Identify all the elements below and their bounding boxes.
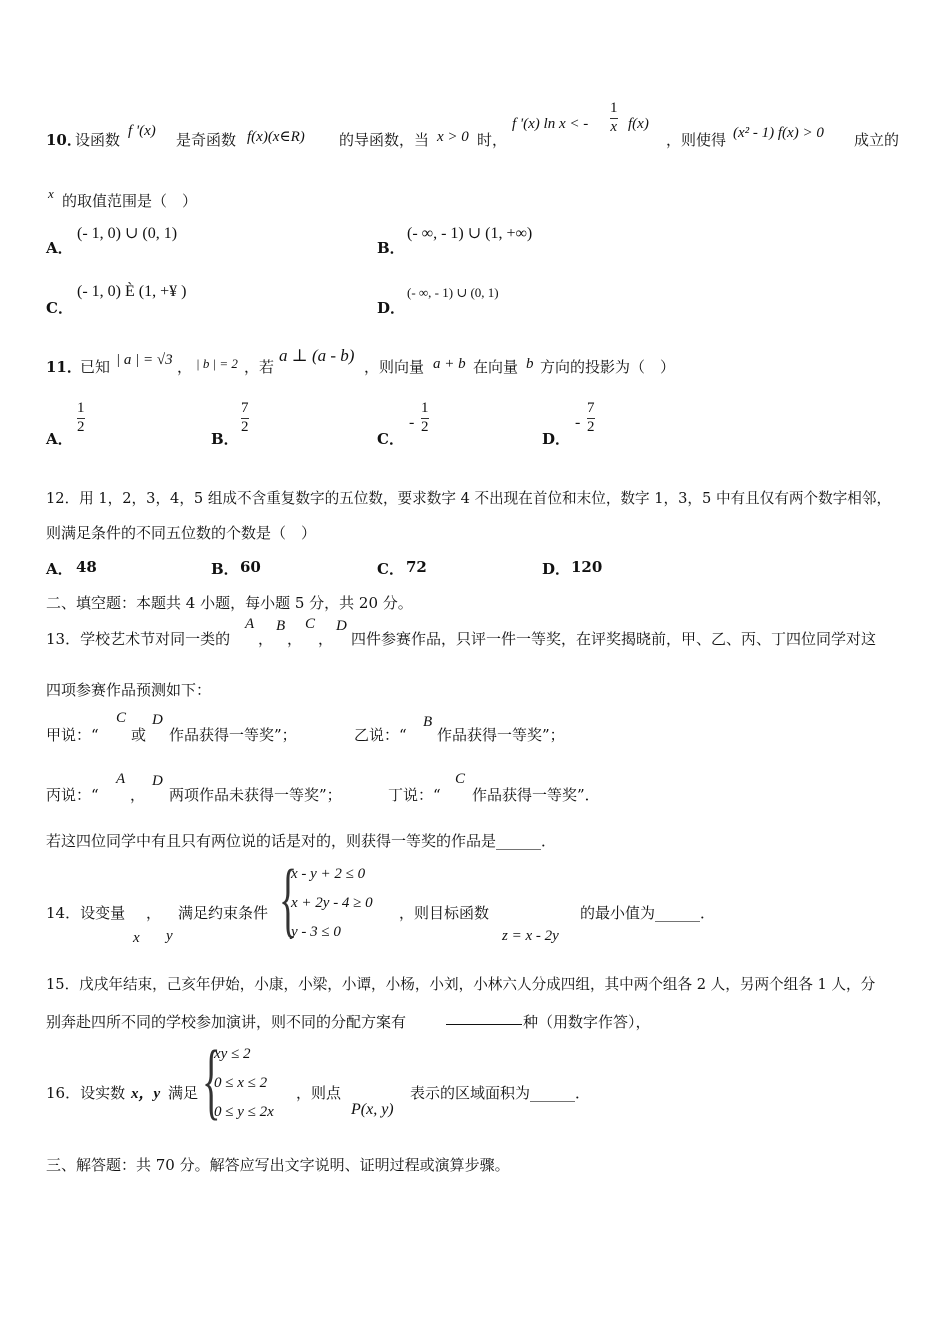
q13-jia-end: 作品获得一等奖”； xyxy=(169,726,297,744)
q13-ding-end: 作品获得一等奖”． xyxy=(472,786,600,804)
q11-option-b-label: B． xyxy=(211,430,239,448)
q10-inequality-right: f(x) xyxy=(628,116,649,132)
q13-jia-var-c: C xyxy=(116,710,127,726)
q10-formula-fx: f(x)(x∈R) xyxy=(247,129,305,145)
q10-option-c-label: C． xyxy=(46,299,73,317)
q16-text-4: 表示的区域面积为______． xyxy=(410,1084,591,1102)
q13-text-1: 13．学校艺术节对同一类的 xyxy=(46,630,231,648)
q14-text-2: 满足约束条件 xyxy=(178,904,269,922)
fraction-numerator: 1 xyxy=(610,100,618,116)
q11-option-c-sign: - xyxy=(409,414,415,431)
q13-bing-var-a: A xyxy=(116,771,126,787)
q10-variable-x: x xyxy=(48,186,54,201)
q11-number: 11． xyxy=(46,358,82,376)
q10-option-b-label: B． xyxy=(377,239,405,257)
q10-inequality-fraction xyxy=(610,101,618,136)
q10-text-7: 的取值范围是（ ） xyxy=(62,192,198,210)
q12-line-2: 则满足条件的不同五位数的个数是（ ） xyxy=(46,524,317,542)
q10-formula-fprime: f '(x) xyxy=(128,123,156,139)
fraction-numerator: 7 xyxy=(587,400,595,416)
q10-text-2: 是奇函数 xyxy=(176,131,237,149)
q13-bing-start: 丙说：“ xyxy=(46,786,99,804)
q10-text-6: 成立的 xyxy=(854,131,900,149)
q10-option-a-text: (- 1, 0) ∪ (0, 1) xyxy=(77,225,178,242)
q13-ding-start: 丁说：“ xyxy=(388,786,441,804)
q16-text-2: 满足 xyxy=(168,1084,199,1102)
q10-option-b-text: (- ∞, - 1) ∪ (1, +∞) xyxy=(407,225,533,242)
q10-text-1: 设函数 xyxy=(75,131,121,149)
section-3-heading: 三、解答题：共 70 分。解答应写出文字说明、证明过程或演算步骤。 xyxy=(46,1156,510,1174)
q11-option-a-fraction xyxy=(77,401,85,436)
q16-system-brace: { xyxy=(202,1032,221,1128)
q11-text-5: 方向的投影为（ ） xyxy=(540,358,676,376)
q14-objective: z = x - 2y xyxy=(502,928,559,944)
q14-text-1: 14．设变量 xyxy=(46,904,126,922)
q10-text-3: 的导函数，当 xyxy=(339,131,430,149)
q10-option-c-text: (- 1, 0) È (1, +¥ ) xyxy=(77,283,187,300)
q11-option-c-label: C． xyxy=(377,430,404,448)
q16-point: P(x, y) xyxy=(351,1101,394,1118)
q12-option-d-text: 120 xyxy=(571,558,603,576)
q16-text-1: 16．设实数 xyxy=(46,1084,126,1102)
q11-option-d-label: D． xyxy=(542,430,571,448)
q15-answer-blank xyxy=(446,1012,522,1025)
fraction-denominator: 2 xyxy=(77,418,85,435)
q13-comma-2: ， xyxy=(287,630,303,648)
q11-option-d-fraction xyxy=(587,401,595,436)
q10-formula-condition: x > 0 xyxy=(437,129,469,145)
q13-ding-var-c: C xyxy=(455,771,466,787)
q13-last-line: 若这四位同学中有且只有两位说的话是对的，则获得一等奖的作品是______． xyxy=(46,832,557,850)
section-2-heading: 二、填空题：本题共 4 小题，每小题 5 分，共 20 分。 xyxy=(46,594,413,612)
q10-text-4: 时， xyxy=(477,131,508,149)
q13-line-2: 四项参赛作品预测如下： xyxy=(46,681,212,699)
q13-jia-var-d: D xyxy=(152,712,163,728)
fraction-denominator: 2 xyxy=(421,418,429,435)
q10-option-d-text: (- ∞, - 1) ∪ (0, 1) xyxy=(407,285,499,300)
q13-yi-start: 乙说：“ xyxy=(354,726,407,744)
q13-var-b: B xyxy=(276,618,286,634)
fraction-denominator: x xyxy=(610,118,618,135)
q15-line-2a: 别奔赴四所不同的学校参加演讲，则不同的分配方案有 xyxy=(46,1013,407,1031)
q14-text-4: 的最小值为______． xyxy=(580,904,716,922)
q12-option-b-label: B． xyxy=(211,560,239,578)
fraction-denominator: 2 xyxy=(241,418,249,435)
q12-option-b-text: 60 xyxy=(240,558,261,576)
q11-option-c-fraction xyxy=(421,401,429,436)
q10-option-d-label: D． xyxy=(377,299,406,317)
q11-separator: ， xyxy=(177,358,193,376)
q13-bing-end: 两项作品未获得一等奖”； xyxy=(169,786,342,804)
q10-number: 10． xyxy=(46,131,82,149)
q11-formula-perp: a ⊥ (a - b) xyxy=(279,346,355,365)
q14-constraint-2: x + 2y - 4 ≥ 0 xyxy=(291,895,373,911)
q10-text-5: ，则使得 xyxy=(666,131,727,149)
q16-constraint-2: 0 ≤ x ≤ 2 xyxy=(214,1075,268,1091)
q15-line-2b: 种（用数字作答）， xyxy=(523,1013,651,1031)
q14-comma: ， xyxy=(146,904,162,922)
q13-comma-1: ， xyxy=(258,630,274,648)
q13-bing-comma: ， xyxy=(130,786,146,804)
fraction-denominator: 2 xyxy=(587,418,595,435)
q16-constraint-3: 0 ≤ y ≤ 2x xyxy=(214,1104,274,1120)
q13-yi-var-b: B xyxy=(423,714,433,730)
q13-jia-or: 或 xyxy=(131,726,147,744)
q14-var-x: x xyxy=(133,930,140,946)
q13-var-c: C xyxy=(305,616,316,632)
q12-option-a-label: A． xyxy=(46,560,73,578)
q15-line-1: 15．戊戌年结束，己亥年伊始，小康，小梁，小谭，小杨，小刘，小林六人分成四组，其中两个组各 2 人，另两个组各 1 人，分 xyxy=(46,976,876,993)
fraction-numerator: 7 xyxy=(241,400,249,416)
q11-formula-b-abs: | b | = 2 xyxy=(196,356,238,371)
q13-yi-end: 作品获得一等奖”； xyxy=(437,726,565,744)
fraction-numerator: 1 xyxy=(77,400,85,416)
q11-formula-sum: a + b xyxy=(433,356,466,372)
q11-formula-a-abs: | a | = √3 xyxy=(116,352,173,368)
q11-text-2: ，若 xyxy=(244,358,275,376)
q11-option-b-fraction xyxy=(241,401,249,436)
q11-option-d-sign: - xyxy=(575,414,581,431)
q16-constraint-1: xy ≤ 2 xyxy=(214,1046,251,1062)
q12-line-1: 12．用 1，2，3，4，5 组成不含重复数字的五位数，要求数字 4 不出现在首位和末位，数字 1，3，5 中有且仅有两个数字相邻， xyxy=(46,490,892,507)
q10-formula-product: (x² - 1) f(x) > 0 xyxy=(733,125,824,141)
q14-text-3: ，则目标函数 xyxy=(399,904,490,922)
q13-comma-3: ， xyxy=(318,630,334,648)
q11-text-3: ，则向量 xyxy=(364,358,425,376)
q14-constraint-3: y - 3 ≤ 0 xyxy=(291,924,341,940)
q13-var-a: A xyxy=(245,616,255,632)
q13-var-d: D xyxy=(336,618,347,634)
q14-constraint-1: x - y + 2 ≤ 0 xyxy=(291,866,366,882)
q12-option-c-text: 72 xyxy=(406,558,427,576)
q16-text-3: ，则点 xyxy=(296,1084,342,1102)
q11-text-1: 已知 xyxy=(80,358,111,376)
q14-var-y: y xyxy=(166,928,173,944)
q10-inequality-left: f '(x) ln x < - xyxy=(512,116,589,132)
q13-jia-start: 甲说：“ xyxy=(46,726,99,744)
q12-option-a-text: 48 xyxy=(76,558,97,576)
q16-vars: x，y xyxy=(131,1086,161,1102)
q11-formula-b: b xyxy=(526,356,534,372)
q10-option-a-label: A． xyxy=(46,239,73,257)
fraction-numerator: 1 xyxy=(421,400,429,416)
q12-option-c-label: C． xyxy=(377,560,404,578)
q11-option-a-label: A． xyxy=(46,430,73,448)
q13-bing-var-d: D xyxy=(152,773,163,789)
q11-text-4: 在向量 xyxy=(473,358,519,376)
q12-option-d-label: D． xyxy=(542,560,571,578)
q14-system-brace: { xyxy=(279,853,298,946)
q13-text-2: 四件参赛作品，只评一件一等奖，在评奖揭晓前，甲、乙、丙、丁四位同学对这 xyxy=(351,630,877,648)
